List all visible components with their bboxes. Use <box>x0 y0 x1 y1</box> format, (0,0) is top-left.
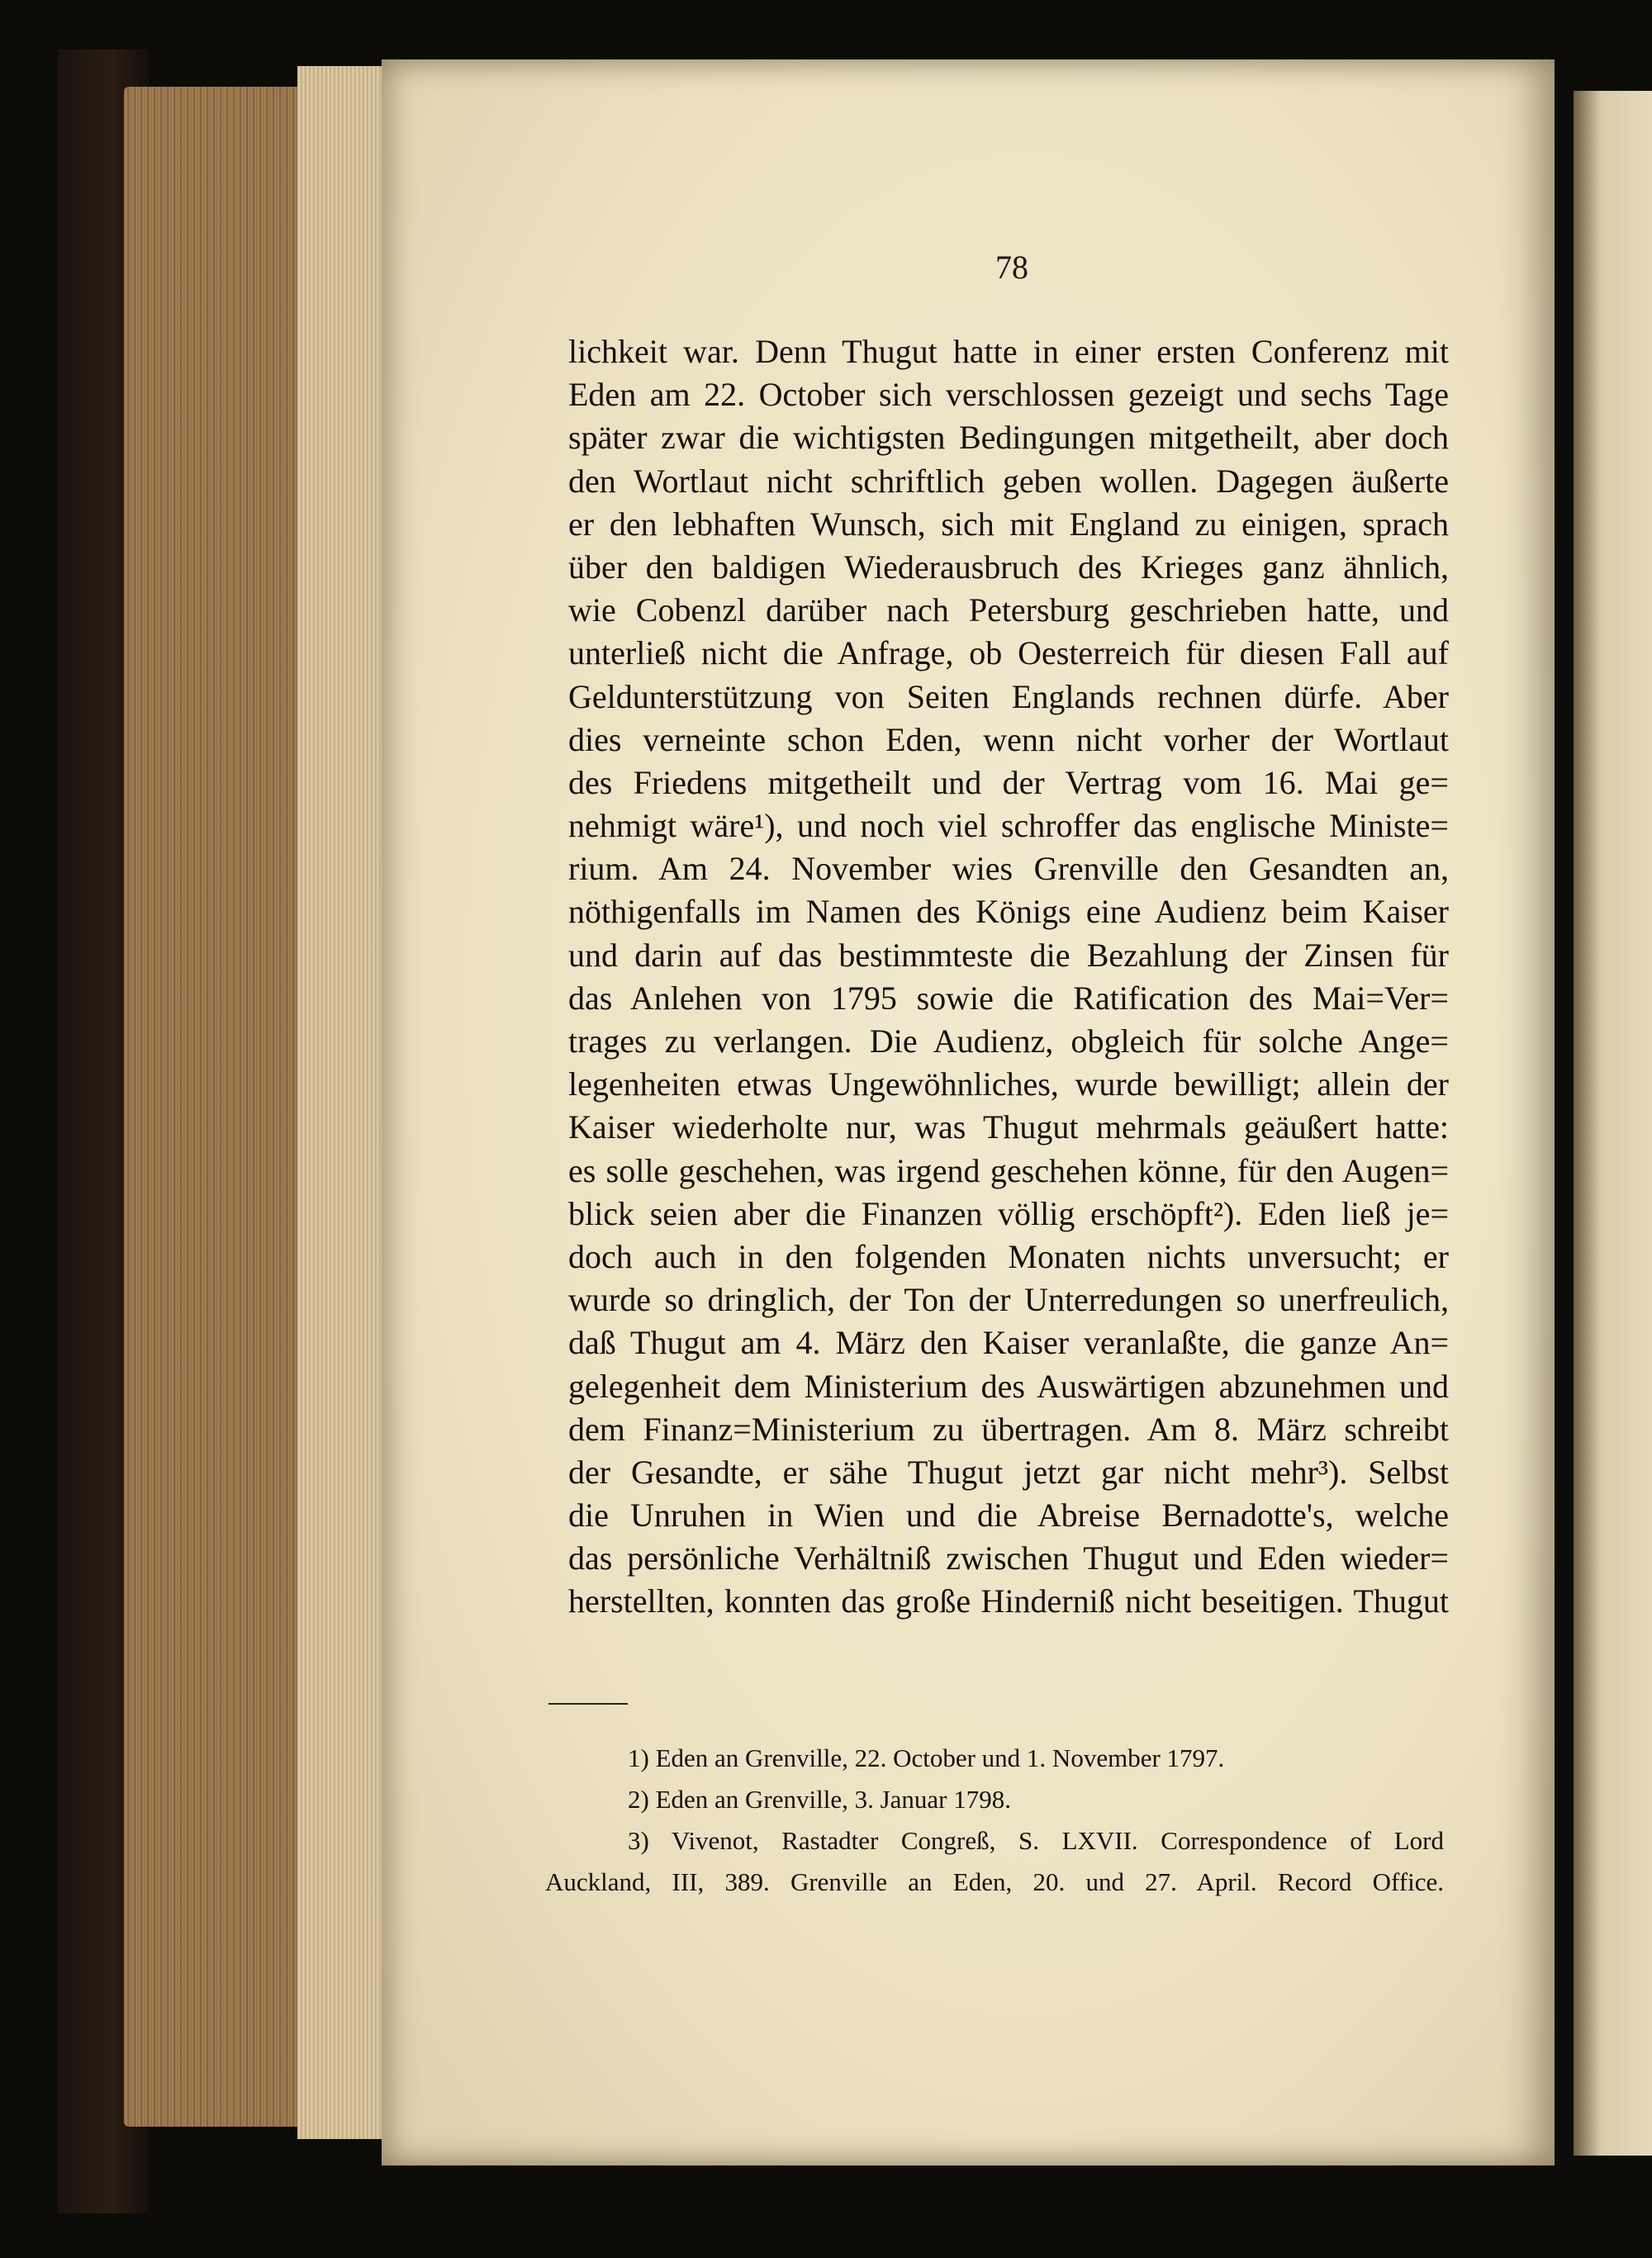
text-line: das Anlehen von 1795 sowie die Ratification des Mai=Ver= <box>568 979 1449 1017</box>
text-line: nehmigt wäre¹), und noch viel schroffer das englische Ministe= <box>568 807 1449 845</box>
text-line: trages zu verlangen. Die Audienz, obgleich für solche Ange= <box>568 1022 1449 1060</box>
text-line: den Wortlaut nicht schriftlich geben wollen. Dagegen äußerte <box>568 462 1449 500</box>
page-number: 78 <box>995 249 1028 286</box>
text-line: gelegenheit dem Ministerium des Auswärtigen abzunehmen und <box>568 1367 1449 1405</box>
text-line: legenheiten etwas Ungewöhnliches, wurde bewilligt; allein der <box>568 1065 1449 1103</box>
text-line: unterließ nicht die Anfrage, ob Oesterreich für diesen Fall auf <box>568 634 1449 672</box>
text-line: die Unruhen in Wien und die Abreise Bernadotte's, welche <box>568 1497 1449 1535</box>
text-line: und darin auf das bestimmteste die Bezahlung der Zinsen für <box>568 936 1449 974</box>
text-line: nöthigenfalls im Namen des Königs eine Audienz beim Kaiser <box>568 893 1449 931</box>
text-line: wie Cobenzl darüber nach Petersburg geschrieben hatte, und <box>568 591 1449 629</box>
text-line: doch auch in den folgenden Monaten nichts unversucht; er <box>568 1237 1449 1275</box>
text-line: Geldunterstützung von Seiten Englands rechnen dürfe. Aber <box>568 677 1449 715</box>
text-line: dem Finanz=Ministerium zu übertragen. Am 8. März schreibt <box>568 1410 1449 1448</box>
footnote-2: 2) Eden an Grenville, 3. Januar 1798. <box>628 1785 1012 1814</box>
text-line: herstellten, konnten das große Hinderniß nicht beseitigen. Thugut <box>568 1582 1449 1620</box>
text-line: dies verneinte schon Eden, wenn nicht vorher der Wortlaut <box>568 720 1449 758</box>
text-line: lichkeit war. Denn Thugut hatte in einer ersten Conferenz mit <box>568 333 1449 370</box>
text-line: Eden am 22. October sich verschlossen gezeigt und sechs Tage <box>568 376 1449 414</box>
facing-page-edge <box>1574 91 1652 2156</box>
footnote-rule <box>548 1703 628 1705</box>
footnote-1: 1) Eden an Grenville, 22. October und 1. November 1797. <box>628 1743 1225 1772</box>
text-line: rium. Am 24. November wies Grenville den Gesandten an, <box>568 850 1449 888</box>
text-line: des Friedens mitgetheilt und der Vertrag vom 16. Mai ge= <box>568 763 1449 801</box>
footnote-3: 3) Vivenot, Rastadter Congreß, S. LXVII. Correspondence of Lord <box>628 1826 1444 1855</box>
page-stack-edge <box>297 66 388 2139</box>
text-line: über den baldigen Wiederausbruch des Krieges ganz ähnlich, <box>568 548 1449 586</box>
footnotes <box>545 1738 1444 1903</box>
text-line: das persönliche Verhältniß zwischen Thugut und Eden wieder= <box>568 1539 1449 1577</box>
text-line: blick seien aber die Finanzen völlig erschöpft²). Eden ließ je= <box>568 1194 1449 1232</box>
text-line: später zwar die wichtigsten Bedingungen mitgetheilt, aber doch <box>568 419 1449 457</box>
text-line: es solle geschehen, was irgend geschehen könne, für den Augen= <box>568 1151 1449 1189</box>
text-line: daß Thugut am 4. März den Kaiser veranlaßte, die ganze An= <box>568 1324 1449 1362</box>
footnote-3-continued: Auckland, III, 389. Grenville an Eden, 20. und 27. April. Record Office. <box>545 1867 1444 1896</box>
body-text <box>568 330 1449 1624</box>
text-line: er den lebhaften Wunsch, sich mit England zu einigen, sprach <box>568 505 1449 543</box>
text-line: wurde so dringlich, der Ton der Unterredungen so unerfreulich, <box>568 1281 1449 1319</box>
text-line: der Gesandte, er sähe Thugut jetzt gar nicht mehr³). Selbst <box>568 1453 1449 1491</box>
text-line: Kaiser wiederholte nur, was Thugut mehrmals geäußert hatte: <box>568 1108 1449 1146</box>
